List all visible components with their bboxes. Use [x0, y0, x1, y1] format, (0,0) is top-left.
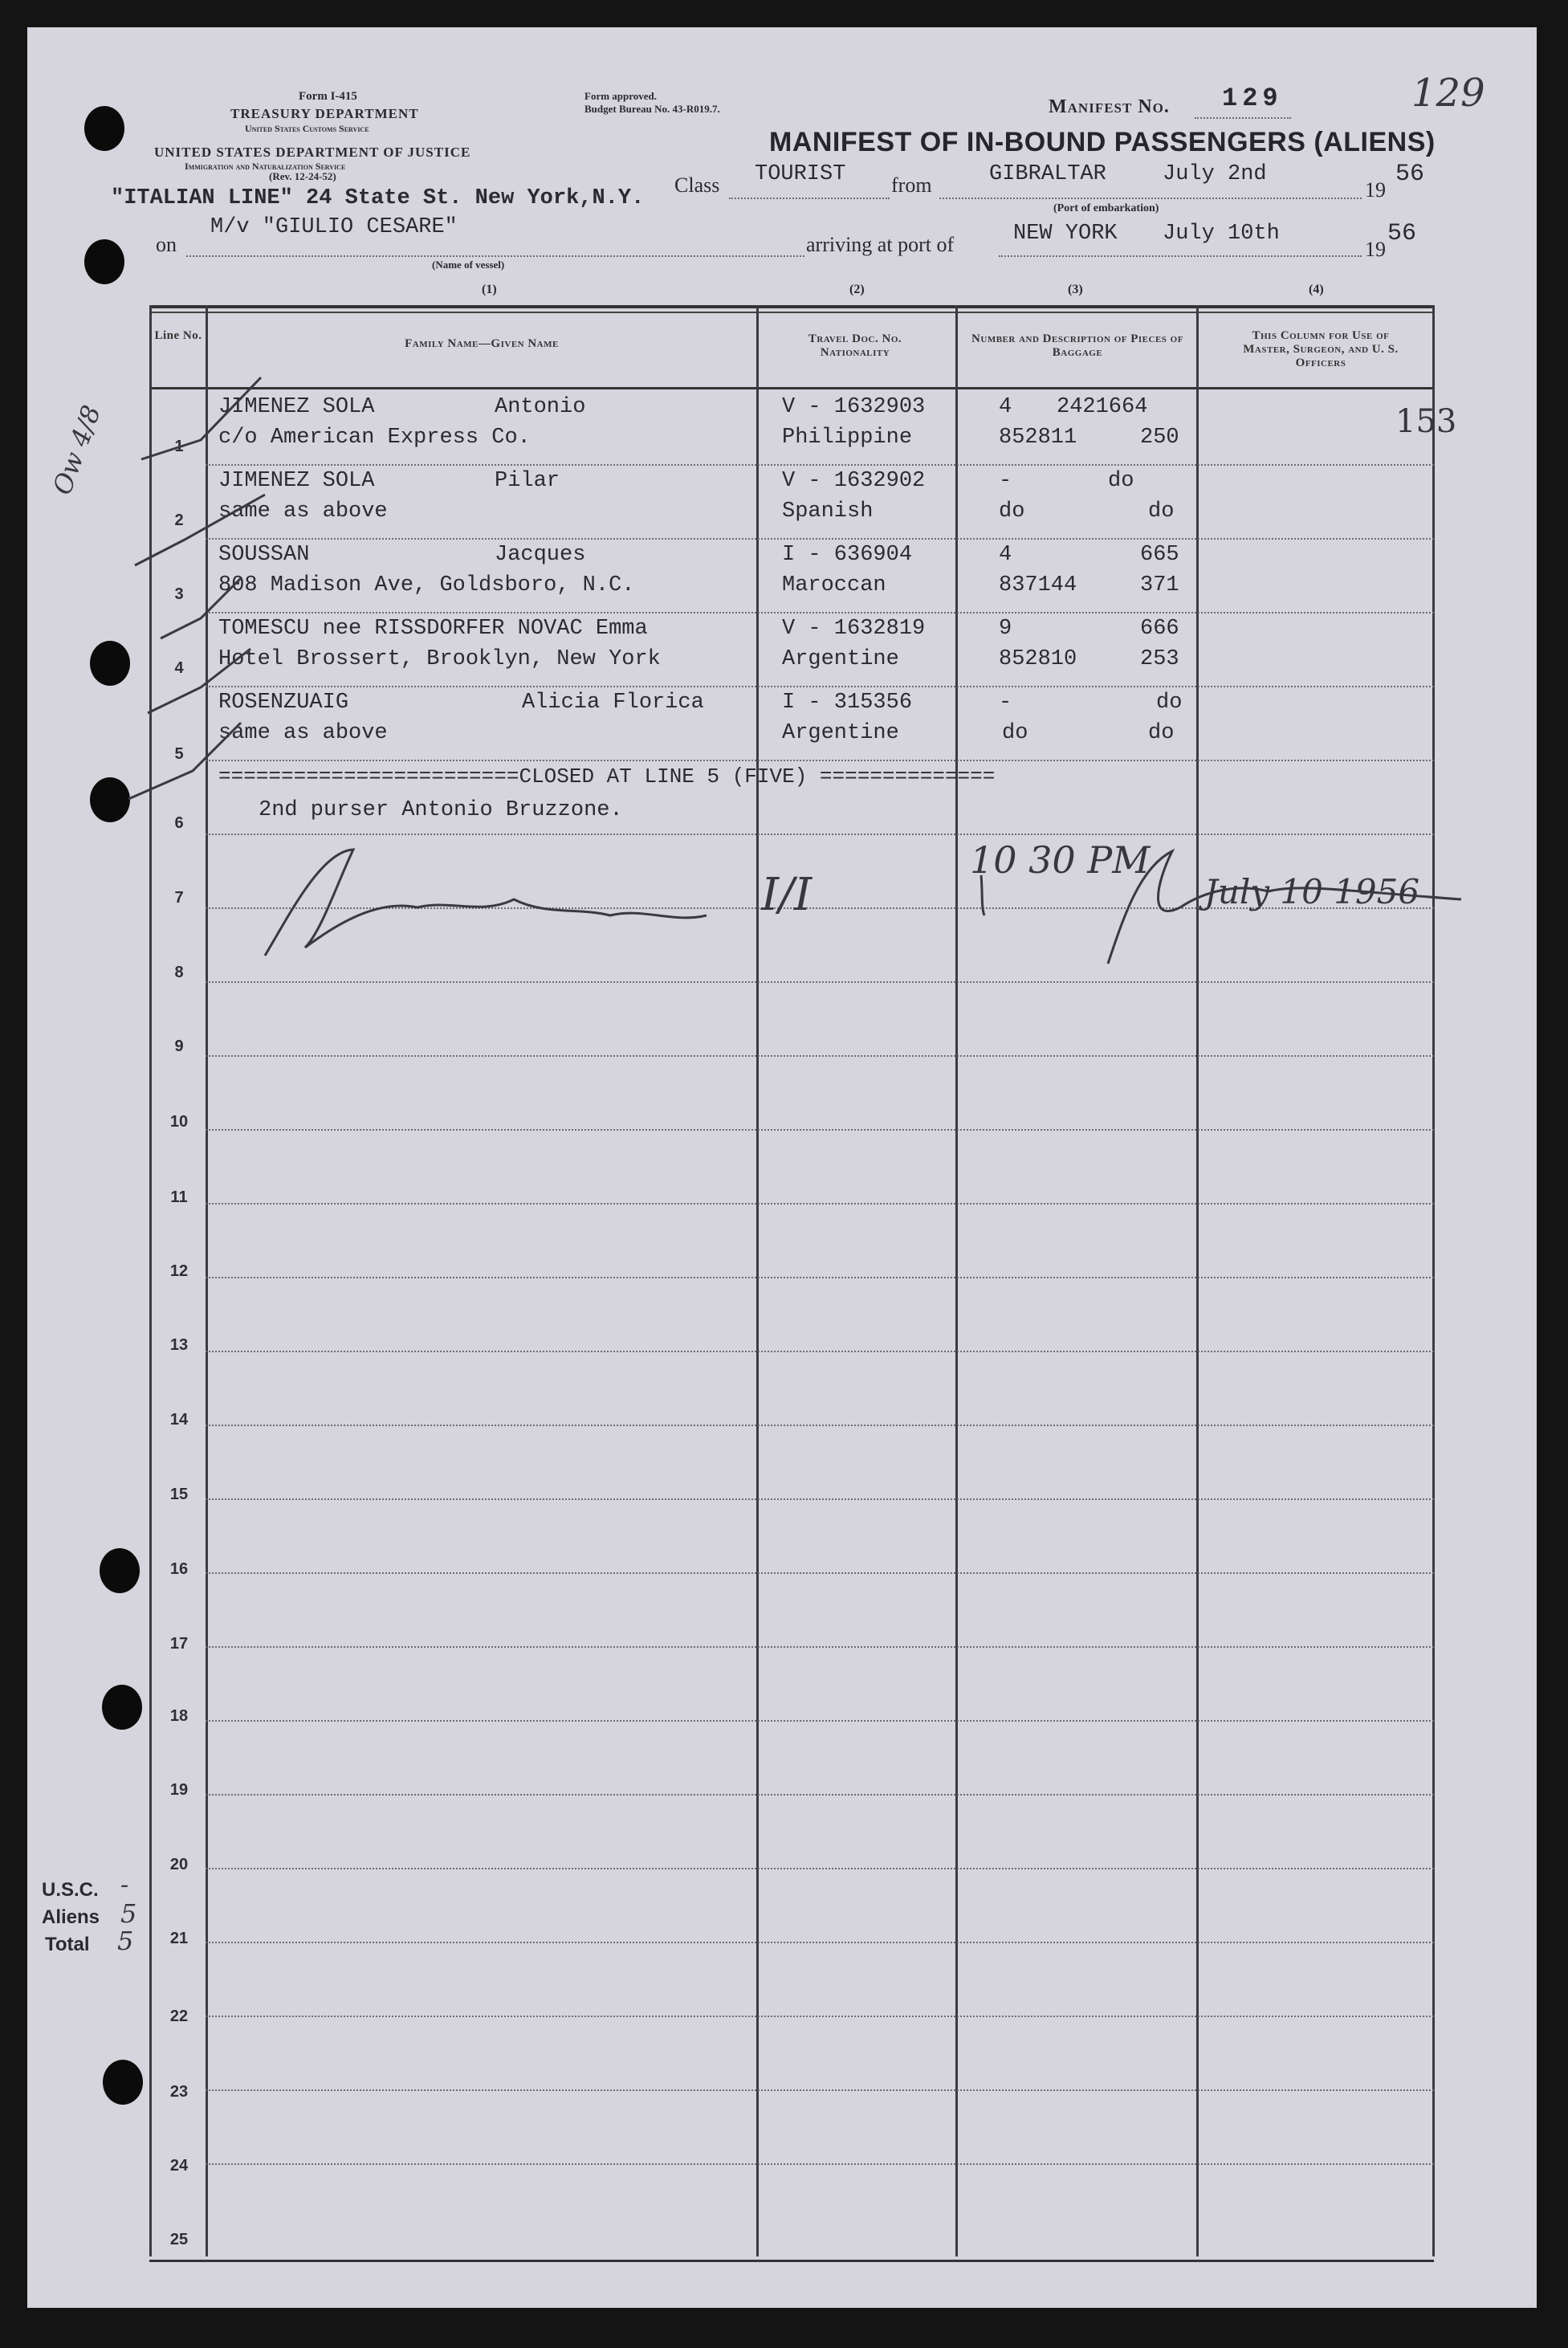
- header-line-no: Line No.: [154, 329, 202, 342]
- arriving-label: arriving at port of: [806, 233, 955, 256]
- class-label: Class: [674, 173, 720, 197]
- baggage-count: 9: [999, 617, 1012, 641]
- column-number-1: (1): [482, 283, 497, 296]
- travel-doc-no: I - 636904: [782, 543, 913, 567]
- year-prefix-1: 19: [1365, 178, 1386, 202]
- baggage-count: -: [999, 469, 1012, 493]
- officer-number: 153: [1395, 403, 1457, 440]
- line-number: 19: [169, 1781, 189, 1799]
- line-number: 5: [174, 745, 184, 763]
- nationality: Spanish: [782, 499, 874, 524]
- column-divider: [149, 305, 152, 2256]
- line-number: 18: [169, 1707, 189, 1725]
- manifest-title: MANIFEST OF IN-BOUND PASSENGERS (ALIENS): [769, 127, 1436, 157]
- row-rule: [206, 1203, 1434, 1205]
- column-divider: [756, 305, 759, 2256]
- vessel-line: [186, 255, 804, 257]
- row-rule: [206, 612, 1434, 613]
- line-number: 17: [169, 1635, 189, 1653]
- row-rule: [206, 1351, 1434, 1352]
- baggage-tag: 2421664: [1057, 395, 1148, 419]
- passenger-family-name: SOUSSAN: [218, 543, 310, 567]
- total-label: Total: [45, 1934, 90, 1955]
- passenger-address: same as above: [218, 721, 388, 745]
- row-rule: [206, 1646, 1434, 1648]
- justice-department: UNITED STATES DEPARTMENT OF JUSTICE: [154, 145, 471, 160]
- travel-doc-no: V - 1632903: [782, 395, 926, 419]
- line-number: 4: [174, 659, 184, 677]
- passenger-family-name: JIMENEZ SOLA: [218, 395, 375, 419]
- port-of-arrival: NEW YORK: [1013, 222, 1118, 246]
- line-number: 21: [169, 1930, 189, 1947]
- passenger-given-name: Alicia Florica: [522, 691, 704, 715]
- punch-hole: [103, 2060, 143, 2105]
- arrival-year: 56: [1387, 220, 1417, 247]
- baggage-tag: 250: [1140, 426, 1179, 450]
- line-number: 2: [174, 512, 184, 529]
- form-revision: (Rev. 12-24-52): [269, 170, 336, 182]
- column-divider: [1432, 305, 1435, 2256]
- total-value: 5: [117, 1926, 134, 1956]
- line-number: 25: [169, 2231, 189, 2248]
- vessel-caption: (Name of vessel): [432, 259, 505, 271]
- manifest-no-label: Manifest No.: [1049, 96, 1170, 117]
- baggage-count: -: [999, 691, 1012, 715]
- row-rule: [206, 981, 1434, 983]
- inspection-time: 10 30 PM: [970, 838, 1151, 882]
- line-number: 11: [170, 1188, 188, 1206]
- usc-label: U.S.C.: [42, 1879, 99, 1901]
- passenger-address: same as above: [218, 499, 388, 524]
- line-number: 6: [174, 814, 184, 832]
- baggage-tag: 837144: [999, 573, 1077, 597]
- class-value: TOURIST: [755, 162, 846, 186]
- customs-service: United States Customs Service: [245, 123, 369, 134]
- line-number: 14: [169, 1411, 189, 1429]
- row-rule: [206, 464, 1434, 466]
- passenger-address: c/o American Express Co.: [218, 426, 531, 450]
- column-divider: [1196, 305, 1199, 2256]
- usc-value: -: [120, 1871, 129, 1899]
- inspector-initials: I/I: [761, 869, 813, 921]
- row-rule: [206, 538, 1434, 540]
- row-rule: [206, 1942, 1434, 1943]
- baggage-tag: 666: [1140, 617, 1179, 641]
- baggage-tag: do: [1148, 721, 1175, 745]
- manifest-no-line: [1195, 117, 1291, 119]
- baggage-tag: 253: [1140, 647, 1179, 671]
- baggage-count: 4: [999, 543, 1012, 567]
- header-officers: This Column for Use of Master, Surgeon, and U. S. Officers: [1243, 329, 1399, 369]
- margin-note: Ow 4/8: [47, 401, 108, 499]
- header-travel-doc: Travel Doc. No. Nationality: [808, 332, 902, 359]
- line-number: 9: [174, 1037, 184, 1055]
- ins-service: Immigration and Naturalization Service: [185, 161, 346, 172]
- baggage-tag: do: [1108, 469, 1134, 493]
- aliens-label: Aliens: [42, 1906, 100, 1928]
- budget-bureau: Budget Bureau No. 43-R019.7.: [584, 103, 720, 115]
- line-number: 22: [169, 2008, 189, 2025]
- form-number: Form I-415: [299, 90, 357, 103]
- table-top-rule: [149, 312, 1434, 313]
- row-rule: [206, 2089, 1434, 2091]
- vessel-name: M/v "GIULIO CESARE": [210, 215, 458, 239]
- row-rule: [206, 1794, 1434, 1796]
- header-name: Family Name—Given Name: [405, 337, 559, 350]
- row-rule: [206, 1498, 1434, 1500]
- line-number: 15: [169, 1486, 189, 1503]
- manifest-corner-number: 129: [1411, 71, 1485, 116]
- row-rule: [206, 2016, 1434, 2017]
- port-of-embarkation: GIBRALTAR: [989, 162, 1106, 186]
- travel-doc-no: I - 315356: [782, 691, 913, 715]
- column-divider: [955, 305, 958, 2256]
- passenger-given-name: Jacques: [495, 543, 586, 567]
- line-number: 7: [174, 889, 184, 907]
- punch-hole: [90, 777, 130, 822]
- year-prefix-2: 19: [1365, 238, 1386, 261]
- inspection-date: July 10 1956: [1204, 872, 1420, 911]
- aliens-value: 5: [120, 1898, 137, 1929]
- shipping-agent: "ITALIAN LINE" 24 State St. New York,N.Y.: [111, 186, 645, 210]
- passenger-family-name: ROSENZUAIG: [218, 691, 349, 715]
- purser-note: 2nd purser Antonio Bruzzone.: [259, 798, 623, 822]
- baggage-tag: do: [1002, 721, 1028, 745]
- nationality: Argentine: [782, 721, 899, 745]
- row-rule: [206, 1129, 1434, 1131]
- nationality: Argentine: [782, 647, 899, 671]
- header-baggage: Number and Description of Pieces of Baggage: [971, 332, 1183, 359]
- baggage-tag: do: [1156, 691, 1183, 715]
- punch-hole: [90, 641, 130, 686]
- row-rule: [206, 1277, 1434, 1278]
- departure-date: July 2nd: [1163, 162, 1267, 186]
- nationality: Maroccan: [782, 573, 886, 597]
- line-number: 16: [169, 1560, 189, 1578]
- punch-hole: [84, 106, 124, 151]
- port-embark-caption: (Port of embarkation): [1053, 202, 1159, 214]
- baggage-tag: 371: [1140, 573, 1179, 597]
- baggage-tag: 665: [1140, 543, 1179, 567]
- row-rule: [206, 834, 1434, 835]
- passenger-given-name: Antonio: [495, 395, 586, 419]
- baggage-tag: do: [1148, 499, 1175, 524]
- line-number: 1: [174, 438, 184, 455]
- manifest-no-value: 129: [1222, 84, 1283, 113]
- arrival-line: [999, 255, 1362, 257]
- manifest-table: [149, 305, 1434, 2262]
- column-number-3: (3): [1068, 283, 1083, 296]
- baggage-count: 4: [999, 395, 1012, 419]
- travel-doc-no: V - 1632819: [782, 617, 926, 641]
- arrival-date: July 10th: [1163, 222, 1280, 246]
- line-number: 13: [169, 1336, 189, 1354]
- closed-at-line: ========================CLOSED AT LINE 5 (FIVE) ==============: [218, 764, 996, 789]
- class-line: [729, 198, 890, 199]
- line-number: 24: [169, 2157, 189, 2175]
- passenger-address: Hotel Brossert, Brooklyn, New York: [218, 647, 661, 671]
- punch-hole: [84, 239, 124, 284]
- row-rule: [206, 1720, 1434, 1722]
- departure-year: 56: [1395, 161, 1425, 188]
- row-rule: [206, 2163, 1434, 2165]
- punch-hole: [102, 1685, 142, 1730]
- treasury-department: TREASURY DEPARTMENT: [230, 106, 419, 121]
- column-divider: [206, 305, 208, 2256]
- embark-line: [939, 198, 1362, 199]
- line-number: 20: [169, 1856, 189, 1873]
- row-rule: [206, 760, 1434, 761]
- row-rule: [206, 686, 1434, 687]
- punch-hole: [100, 1548, 140, 1593]
- passenger-family-name: TOMESCU nee RISSDORFER NOVAC Emma: [218, 617, 648, 641]
- row-rule: [206, 1868, 1434, 1869]
- baggage-tag: 852810: [999, 647, 1077, 671]
- line-number: 8: [174, 964, 184, 981]
- baggage-tag: 852811: [999, 426, 1077, 450]
- row-rule: [206, 1055, 1434, 1057]
- row-rule: [206, 1572, 1434, 1574]
- nationality: Philippine: [782, 426, 913, 450]
- line-number: 12: [169, 1262, 189, 1280]
- baggage-tag: do: [999, 499, 1025, 524]
- line-number: 3: [174, 585, 184, 603]
- form-approved: Form approved.: [584, 90, 658, 102]
- row-rule: [206, 1425, 1434, 1426]
- on-label: on: [156, 233, 177, 256]
- column-number-2: (2): [849, 283, 865, 296]
- column-number-4: (4): [1309, 283, 1324, 296]
- from-label: from: [891, 173, 932, 197]
- passenger-family-name: JIMENEZ SOLA: [218, 469, 375, 493]
- line-number: 10: [169, 1113, 189, 1131]
- travel-doc-no: V - 1632902: [782, 469, 926, 493]
- passenger-address: 808 Madison Ave, Goldsboro, N.C.: [218, 573, 635, 597]
- line-number: 23: [169, 2083, 189, 2101]
- passenger-given-name: Pilar: [495, 469, 560, 493]
- header-bottom-rule: [149, 387, 1434, 389]
